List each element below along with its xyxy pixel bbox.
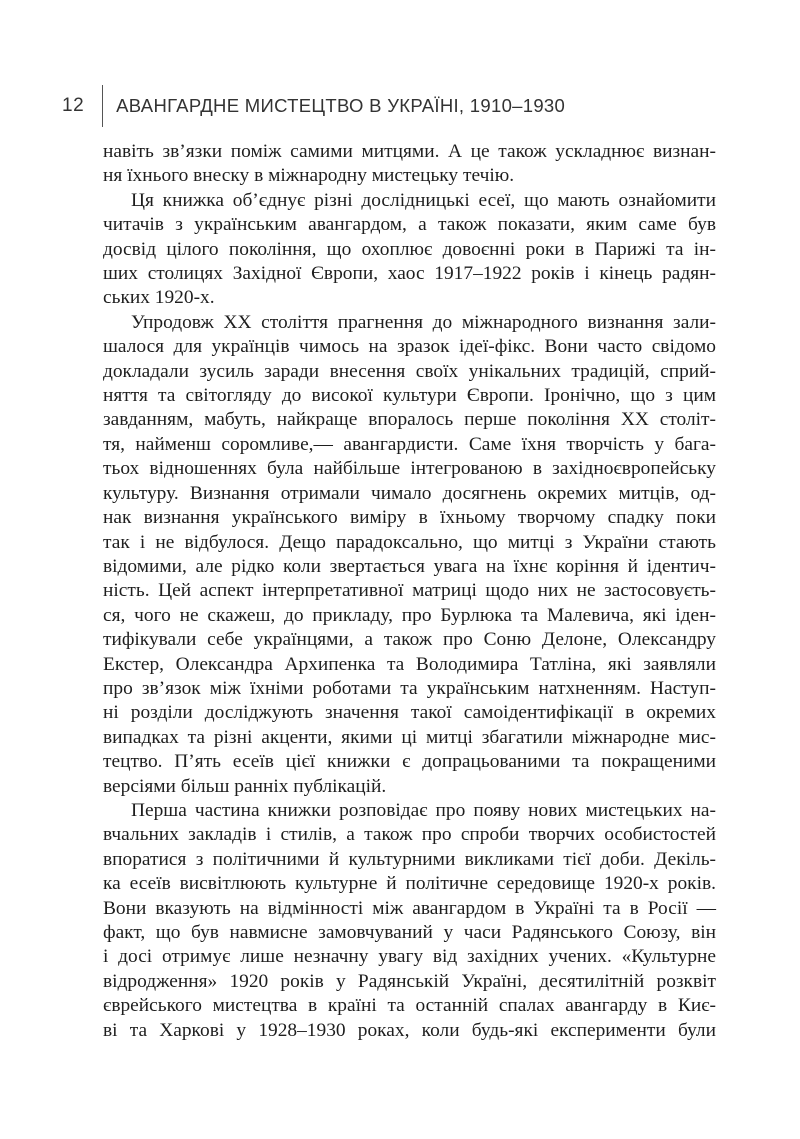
text-line: тьох відношеннях була найбільше інтегрованою в західноєвропейську bbox=[103, 458, 716, 480]
text-line: випадках та різні акценти, якими ці митці збагатили міжнародне мис- bbox=[103, 726, 716, 748]
text-line: ні розділи досліджують значення такої самоідентифікації в окремих bbox=[103, 702, 716, 724]
text-line: нак визнання українського виміру в їхньому творчому спадку поки bbox=[103, 507, 716, 529]
text-line: про зв’язок між їхніми роботами та українським натхненням. Наступ- bbox=[103, 677, 716, 699]
text-line: єврейського мистецтва в країні та останній спалах авангарду в Киє- bbox=[103, 995, 716, 1017]
text-line: ві та Харкові у 1928–1930 роках, коли будь-які експерименти були bbox=[103, 1019, 716, 1041]
text-line: навіть зв’язки поміж самими митцями. А це також ускладнює визнан- bbox=[103, 141, 716, 162]
text-line: відродження» 1920 років у Радянській Україні, десятилітній розквіт bbox=[103, 970, 716, 992]
text-line: Упродовж ХХ століття прагнення до міжнародного визнання зали- bbox=[131, 311, 716, 333]
text-line: досвід цілого покоління, що охоплює довоєнні роки в Парижі та ін- bbox=[103, 238, 716, 260]
text-line: версіями більш ранніх публікацій. bbox=[103, 775, 387, 797]
text-line: тя, найменш соромливе,— авангардисти. Саме їхня творчість у бага- bbox=[103, 433, 716, 455]
text-line: ня їхнього внеску в міжнародну мистецьку течію. bbox=[103, 165, 515, 187]
text-line: впоратися з політичними й культурними викликами тієї доби. Декіль- bbox=[103, 848, 716, 870]
text-line: відомими, але рідко коли звертається увага на їхнє коріння й ідентич- bbox=[103, 555, 716, 577]
text-line: факт, що був навмисне замовчуваний у часи Радянського Союзу, він bbox=[103, 922, 716, 943]
text-line: Екстер, Олександра Архипенка та Володимира Татліна, які заявляли bbox=[103, 653, 716, 675]
text-line: Перша частина книжки розповідає про появу нових мистецьких на- bbox=[131, 799, 716, 821]
text-line: читачів з українським авангардом, а також показати, яким саме був bbox=[103, 214, 716, 236]
text-line: шалося для українців чимось на зразок ідеї-фікс. Вони часто свідомо bbox=[103, 336, 716, 358]
text-line: ся, чого не скажеш, до прикладу, про Бурлюка та Малевича, які іден- bbox=[103, 604, 716, 626]
text-line: тецтво. П’ять есеїв цієї книжки є допрацьованими та покращеними bbox=[103, 751, 716, 773]
text-line: Ця книжка об’єднує різні дослідницькі есеї, що мають ознайомити bbox=[131, 189, 716, 211]
text-line: докладали зусиль заради внесення своїх унікальних традицій, сприй- bbox=[103, 360, 716, 382]
text-line: ність. Цей аспект інтерпретативної матриці щодо них не застосовуєть- bbox=[103, 580, 716, 602]
text-line: і досі отримує лише незначну увагу від західних учених. «Культурне bbox=[103, 946, 716, 968]
text-line: няття та світогляду до високої культури Європи. Іронічно, що з цим bbox=[103, 385, 716, 407]
page-number: 12 bbox=[62, 95, 85, 116]
text-line: вчальних закладів і стилів, а також про спроби творчих особистостей bbox=[103, 824, 716, 846]
text-line: культуру. Визнання отримали чимало досягнень окремих митців, од- bbox=[103, 482, 716, 504]
running-title: АВАНГАРДНЕ МИСТЕЦТВО В УКРАЇНІ, 1910–1930 bbox=[116, 95, 566, 116]
header-divider bbox=[102, 85, 103, 127]
running-head bbox=[62, 84, 565, 128]
text-line: тифікували себе українцями, а також про Соню Делоне, Олександру bbox=[103, 629, 716, 651]
text-line: ка есеїв висвітлюють культурне й політичне середовище 1920-х років. bbox=[103, 873, 716, 895]
text-line: Вони вказують на відмінності між авангардом в Україні та в Росії — bbox=[103, 897, 716, 919]
text-line: ських 1920-х. bbox=[103, 287, 215, 309]
text-line: завданням, мабуть, найкраще впоралось перше покоління ХХ століт- bbox=[103, 409, 716, 431]
text-line: так і не відбулося. Дещо парадоксально, що митці з України стають bbox=[103, 531, 716, 553]
body-text bbox=[103, 140, 716, 1043]
text-line: ших столицях Західної Європи, хаос 1917–1922 років і кінець радян- bbox=[103, 263, 716, 285]
